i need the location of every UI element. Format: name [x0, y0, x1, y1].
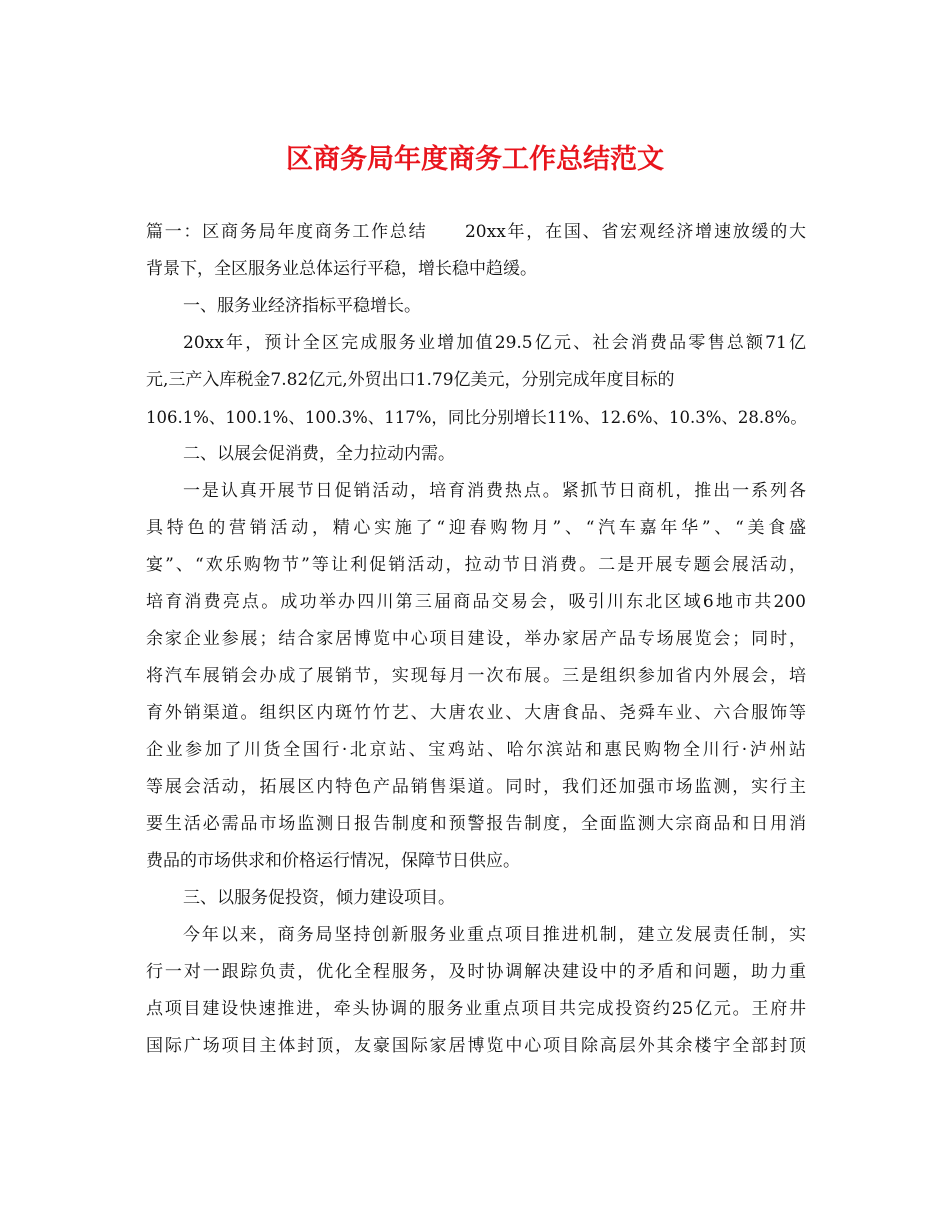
body-text-line: 一、服务业经济指标平稳增长。	[183, 296, 421, 316]
body-text-line: 等展会活动，拓展区内特色产品销售渠道。同时，我们还加强市场监测，实行主	[146, 777, 806, 797]
body-text-line: 点项目建设快速推进，牵头协调的服务业重点项目共完成投资约25亿元。王府井	[146, 999, 806, 1019]
body-text-line: 三、以服务促投资，倾力建设项目。	[183, 888, 455, 908]
body-text-line: 行一对一跟踪负责，优化全程服务，及时协调解决建设中的矛盾和问题，助力重	[146, 962, 806, 982]
body-text-line: 将汽车展销会办成了展销节，实现每月一次布展。三是组织参加省内外展会，培	[146, 666, 806, 686]
body-text-line: 培育消费亮点。成功举办四川第三届商品交易会，吸引川东北区域6地市共200	[146, 592, 806, 612]
body-text-line: 国际广场项目主体封顶，友豪国际家居博览中心项目除高层外其余楼宇全部封顶	[146, 1036, 806, 1056]
body-text-line: 企业参加了川货全国行·北京站、宝鸡站、哈尔滨站和惠民购物全川行·泸州站	[146, 740, 806, 760]
body-text-line: 余家企业参展；结合家居博览中心项目建设，举办家居产品专场展览会；同时，	[146, 629, 806, 649]
body-text-line: 育外销渠道。组织区内斑竹竹艺、大唐农业、大唐食品、尧舜车业、六合服饰等	[146, 703, 806, 723]
body-text-line: 20xx年，预计全区完成服务业增加值29.5亿元、社会消费品零售总额71亿	[183, 333, 806, 353]
body-text-line: 要生活必需品市场监测日报告制度和预警报告制度，全面监测大宗商品和日用消	[146, 814, 806, 834]
body-text-line: 费品的市场供求和价格运行情况，保障节日供应。	[146, 851, 520, 871]
body-text-line: 二、以展会促消费，全力拉动内需。	[183, 444, 455, 464]
body-text-line: 元,三产入库税金7.82亿元,外贸出口1.79亿美元，分别完成年度目标的	[146, 370, 675, 390]
document-title: 区商务局年度商务工作总结范文	[286, 144, 664, 175]
body-text-line: 一是认真开展节日促销活动，培育消费热点。紧抓节日商机，推出一系列各	[183, 481, 806, 501]
document-body	[146, 214, 806, 1065]
body-text-line: 背景下，全区服务业总体运行平稳，增长稳中趋缓。	[146, 259, 537, 279]
body-text-line: 106.1%、100.1%、100.3%、117%，同比分别增长11%、12.6%、10.3%、28.8%。	[146, 408, 807, 427]
body-text-line: 宴”、“欢乐购物节”等让利促销活动，拉动节日消费。二是开展专题会展活动，	[146, 555, 806, 575]
body-text-line: 篇一：区商务局年度商务工作总结 20xx年，在国、省宏观经济增速放缓的大	[146, 222, 806, 242]
body-text-line: 今年以来，商务局坚持创新服务业重点项目推进机制，建立发展责任制，实	[183, 925, 806, 945]
body-text-line: 具特色的营销活动，精心实施了“迎春购物月”、“汽车嘉年华”、“美食盛	[146, 518, 806, 538]
